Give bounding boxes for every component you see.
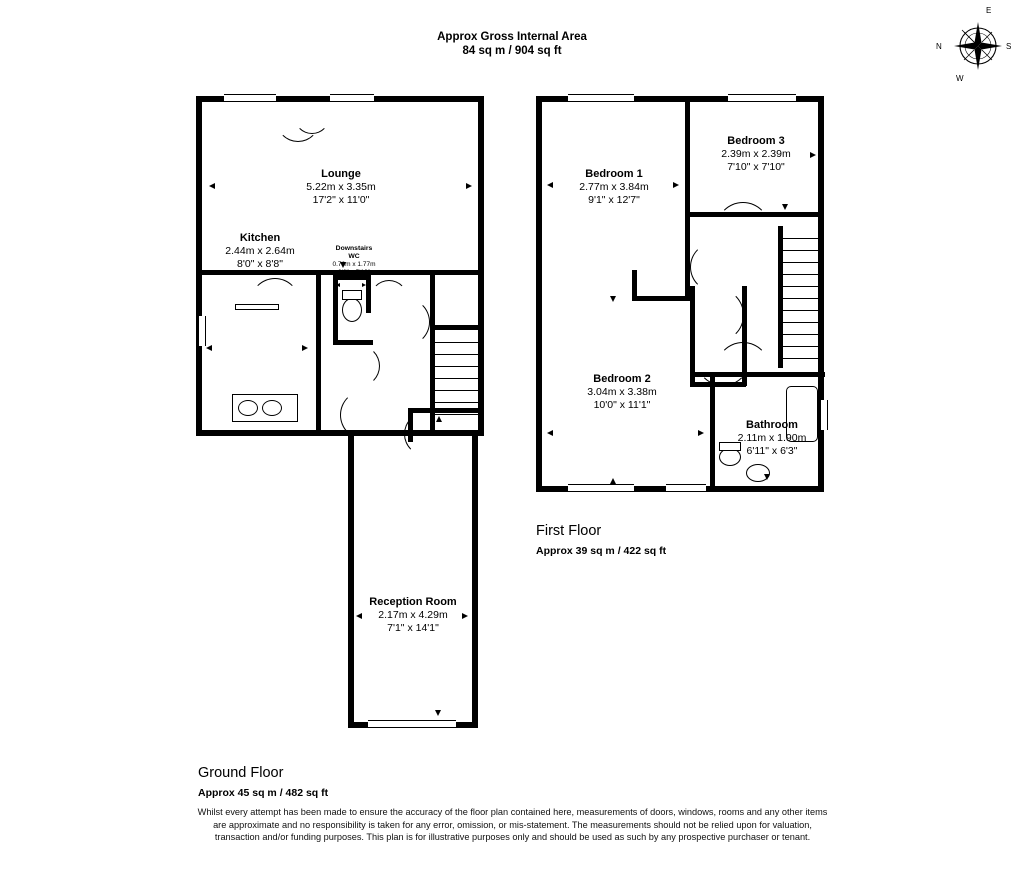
door-arc-hall-3 — [340, 390, 390, 440]
kitchen-sink-bowl-right — [262, 400, 282, 416]
bedroom3-wall-left — [685, 96, 690, 216]
room-name-bedroom2: Bedroom 2 — [593, 373, 651, 385]
bathroom-wall-left — [710, 372, 715, 490]
door-arc-entry-2 — [294, 98, 330, 134]
bedroom1-wall-bottom — [632, 296, 690, 301]
compass-label-east: E — [986, 6, 992, 15]
room-name-kitchen: Kitchen — [239, 232, 281, 244]
first-floor-title: First Floor — [536, 523, 602, 539]
stair-step — [435, 342, 484, 343]
stair-step — [435, 414, 484, 415]
stair-step — [783, 238, 824, 239]
stair-step — [783, 262, 824, 263]
stair-step — [435, 390, 484, 391]
compass-label-north: N — [936, 42, 942, 51]
stair-step — [783, 286, 824, 287]
window-landing-bottom — [666, 484, 706, 492]
gia-title: Approx Gross Internal Area — [437, 31, 587, 43]
room-label-bedroom-1 — [550, 168, 678, 207]
stair-step — [435, 378, 484, 379]
gross-internal-area-header — [0, 30, 1024, 58]
room-label-bedroom-2 — [558, 373, 686, 412]
stair-step — [783, 310, 824, 311]
window-kitchen-left — [198, 316, 206, 346]
room-name-lounge: Lounge — [321, 168, 361, 180]
room-metric-bedroom3: 2.39m x 2.39m — [721, 148, 791, 160]
room-imperial-reception: 7'1" x 14'1" — [387, 622, 439, 634]
window-lounge-top-right — [330, 94, 374, 102]
stair-step — [783, 334, 824, 335]
door-arc-hall-2 — [382, 298, 430, 346]
dim-arrow-wc-right — [362, 283, 366, 287]
dim-arrow-bedroom2-left — [547, 430, 553, 436]
dim-arrow-reception-up — [436, 416, 442, 422]
dim-arrow-reception-right — [462, 613, 468, 619]
dim-arrow-reception-down — [435, 710, 441, 716]
dim-arrow-lounge-left — [209, 183, 215, 189]
room-metric-bedroom1: 2.77m x 3.84m — [579, 181, 649, 193]
ground-floor-title: Ground Floor — [198, 765, 284, 781]
window-reception-bottom — [368, 720, 456, 728]
window-bedroom3-top — [728, 94, 796, 102]
bedroom1-wall-stub — [632, 270, 637, 300]
toilet-pan-wc — [342, 298, 362, 322]
room-label-bedroom-3 — [692, 135, 820, 174]
dim-arrow-bedroom3-down — [782, 204, 788, 210]
room-name-bedroom3: Bedroom 3 — [727, 135, 785, 147]
room-imperial-lounge: 17'2" x 11'0" — [312, 194, 370, 206]
compass-icon — [940, 8, 1016, 84]
dim-arrow-reception-left — [356, 613, 362, 619]
room-imperial-bedroom2: 10'0" x 11'1" — [593, 399, 651, 411]
room-name-reception: Reception Room — [369, 596, 457, 608]
lounge-wall-left — [196, 96, 202, 436]
compass-rose — [936, 6, 1016, 84]
room-name-bathroom: Bathroom — [746, 419, 798, 431]
window-bedroom1-top — [568, 94, 634, 102]
room-label-reception-room — [350, 596, 476, 635]
dim-arrow-bedroom2-up — [610, 478, 616, 484]
room-metric-reception: 2.17m x 4.29m — [378, 609, 448, 621]
window-bedroom2-bottom — [568, 484, 634, 492]
room-imperial-bathroom: 6'11" x 6'3" — [746, 445, 798, 457]
compass-label-south: S — [1006, 42, 1012, 51]
room-imperial-bedroom1: 9'1" x 12'7" — [588, 194, 640, 206]
stair-step — [783, 274, 824, 275]
hall-wall-left — [430, 275, 435, 330]
first-wall-left — [536, 96, 542, 492]
dim-arrow-bedroom3-right — [810, 152, 816, 158]
stair-step — [783, 358, 824, 359]
room-metric-bedroom2: 3.04m x 3.38m — [587, 386, 657, 398]
stair-step — [783, 250, 824, 251]
stair-step — [435, 402, 484, 403]
stair-step — [435, 354, 484, 355]
dim-arrow-lounge-right — [466, 183, 472, 189]
room-metric-bathroom: 2.11m x 1.90m — [737, 432, 807, 444]
room-imperial-wc: 2'6" x 5'10" — [337, 269, 371, 276]
room-imperial-kitchen: 8'0" x 8'8" — [237, 258, 283, 270]
reception-wall-right — [472, 436, 478, 728]
dim-arrow-kitchen-left — [206, 345, 212, 351]
room-label-kitchen — [205, 232, 315, 271]
room-label-lounge — [276, 168, 406, 207]
kitchen-wall-right — [316, 275, 321, 436]
door-arc-bathroom — [716, 342, 770, 396]
reception-wall-left — [348, 436, 354, 728]
room-name-wc-line1: Downstairs — [335, 245, 373, 252]
room-label-downstairs-wc — [332, 245, 376, 277]
first-floor-area: Approx 39 sq m / 422 sq ft — [536, 545, 667, 557]
room-imperial-bedroom3: 7'10" x 7'10" — [727, 161, 785, 173]
room-name-bedroom1: Bedroom 1 — [585, 168, 643, 180]
room-metric-lounge: 5.22m x 3.35m — [306, 181, 376, 193]
dim-arrow-kitchen-right — [302, 345, 308, 351]
stair-step — [435, 366, 484, 367]
dim-arrow-wc-left — [336, 283, 340, 287]
stair-step — [783, 298, 824, 299]
room-metric-kitchen: 2.44m x 2.64m — [225, 245, 295, 257]
room-metric-wc: 0.76m x 1.77m — [332, 261, 376, 268]
door-arc-kitchen — [250, 278, 300, 328]
disclaimer-text: Whilst every attempt has been made to ensure the accuracy of the floor plan contained here, measurements of doors, windows, rooms and any other items are approximate and no responsibility is taken for any error, omission, or mis-statement. The measurements should not be relied upon for valuation, transaction and/or funding purposes. This plan is for illustrative purposes only and should be used as such by any prospective purchaser or tenant. — [197, 807, 828, 843]
hall-wall-top — [430, 325, 484, 330]
stair-step — [783, 322, 824, 323]
first-floor-plan — [530, 90, 840, 500]
window-lounge-top-left — [224, 94, 276, 102]
lounge-wall-right — [478, 96, 484, 436]
dim-arrow-bedroom1-right — [673, 182, 679, 188]
ground-floor-plan — [190, 90, 500, 740]
door-arc-wc — [338, 345, 380, 387]
dim-arrow-bedroom2-right — [698, 430, 704, 436]
room-label-bathroom — [718, 419, 826, 458]
toilet-cistern-wc — [342, 290, 362, 300]
ground-floor-area: Approx 45 sq m / 482 sq ft — [198, 787, 329, 799]
kitchen-sink-bowl-left — [238, 400, 258, 416]
wc-wall-bottom — [333, 340, 373, 345]
gia-value: 84 sq m / 904 sq ft — [462, 45, 562, 57]
compass-label-west: W — [956, 74, 964, 83]
room-name-wc-line2: WC — [348, 253, 360, 260]
door-arc-landing-1 — [690, 242, 740, 292]
dim-arrow-bedroom1-left — [547, 182, 553, 188]
dim-arrow-bathroom-down — [764, 474, 770, 480]
dim-arrow-bedroom1-down — [610, 296, 616, 302]
stair-step — [783, 346, 824, 347]
